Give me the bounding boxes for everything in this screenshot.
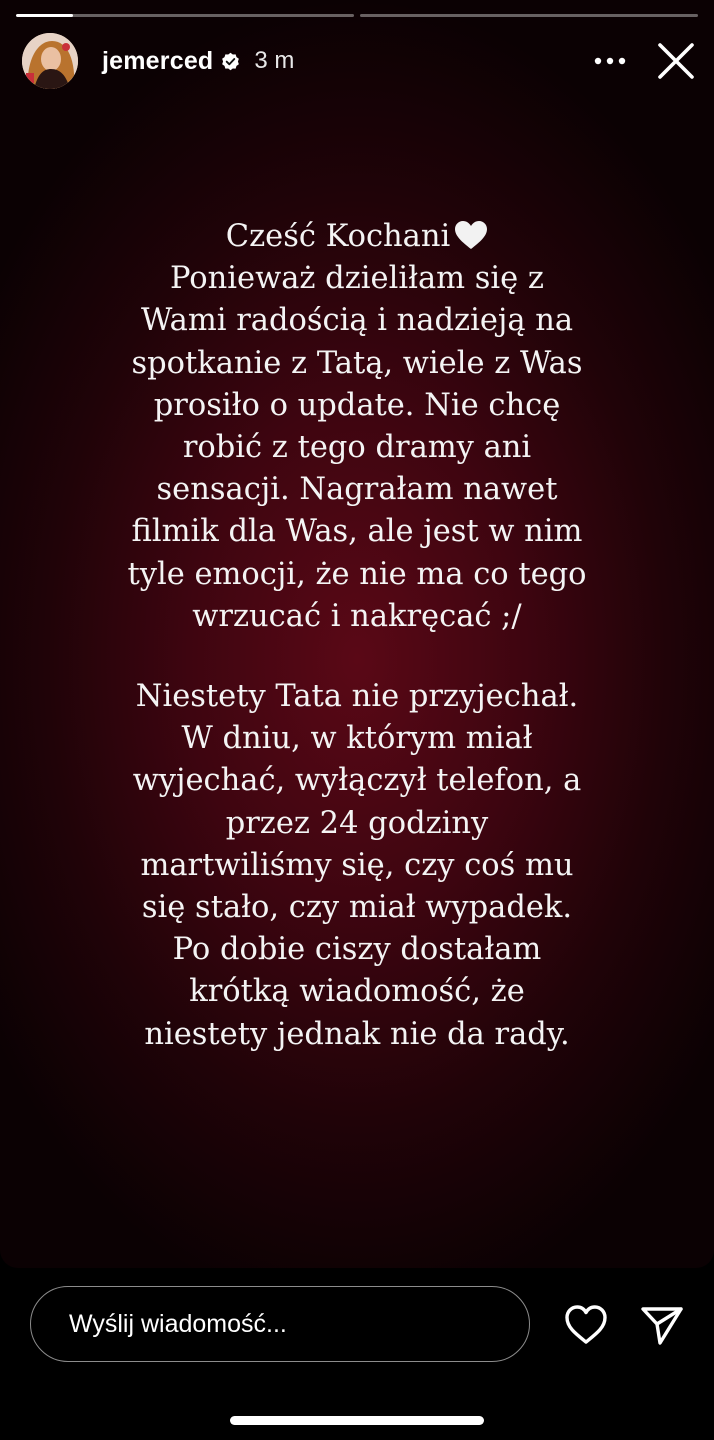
progress-segment-2: [360, 14, 698, 17]
story-text-line: prosiło o update. Nie chcę: [153, 387, 561, 423]
send-message-placeholder: Wyślij wiadomość...: [69, 1309, 287, 1338]
story-text-line: spotkanie z Tatą, wiele z Was: [131, 345, 583, 381]
heart-icon[interactable]: [562, 1302, 610, 1348]
story-text-line: Wami radością i nadzieją na: [140, 303, 574, 339]
story-text-line: Ponieważ dzieliłam się z: [170, 261, 544, 297]
progress-segment-1: [16, 14, 354, 17]
story-text-line: krótką wiadomość, że: [189, 974, 525, 1010]
story-text-line: wyjechać, wyłączył telefon, a: [132, 763, 582, 799]
story-text-line: martwiliśmy się, czy coś mu: [140, 847, 574, 883]
send-icon[interactable]: [638, 1302, 686, 1348]
story-text-line: się stało, czy miał wypadek.: [141, 890, 573, 926]
post-time: 3 m: [254, 47, 295, 74]
story-text-line: filmik dla Was, ale jest w nim: [131, 514, 583, 550]
story-text-block-2: [70, 676, 644, 1056]
send-message-input[interactable]: [30, 1286, 530, 1362]
story-text-line: niestety jednak nie da rady.: [144, 1016, 570, 1052]
close-icon[interactable]: [654, 39, 698, 83]
story-progress-bar: [16, 14, 698, 17]
white-heart-icon: [454, 220, 488, 250]
progress-fill: [16, 14, 73, 17]
story-text-block-1: [70, 216, 644, 638]
story-text-line: sensacji. Nagrałam nawet: [156, 472, 558, 508]
story-text-line: Po dobie ciszy dostałam: [172, 932, 542, 968]
story-text-line: przez 24 godziny: [225, 805, 489, 841]
story-text-line: tyle emocji, że nie ma co tego: [127, 556, 587, 592]
story-text-line: Niestety Tata nie przyjechał.: [135, 679, 579, 714]
story-text-line: Cześć Kochani: [70, 216, 644, 258]
verified-badge-icon: [221, 52, 240, 71]
avatar[interactable]: [22, 33, 78, 89]
story-header: [22, 32, 698, 90]
username[interactable]: jemerced: [102, 46, 214, 75]
story-text-line: robić z tego dramy ani: [182, 430, 532, 466]
home-indicator[interactable]: [230, 1416, 484, 1425]
story-text-line: W dniu, w którym miał: [181, 721, 533, 757]
more-options-icon[interactable]: [590, 41, 630, 81]
reply-bar: [0, 1268, 714, 1440]
story-text-line: wrzucać i nakręcać ;/: [192, 598, 522, 634]
